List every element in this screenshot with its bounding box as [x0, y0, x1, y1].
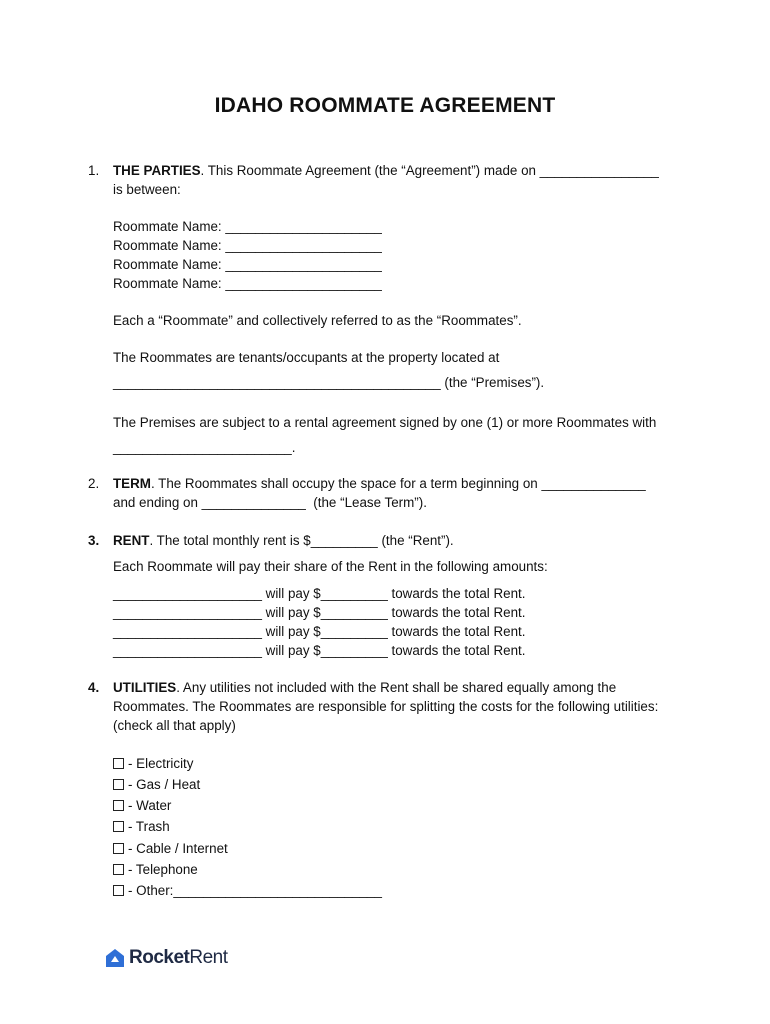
premises-text: The Roommates are tenants/occupants at the property located at [113, 350, 500, 365]
utilities-text: . Any utilities not included with the Rent shall be shared equally among the [176, 680, 617, 695]
utility-label: - Electricity [128, 756, 194, 771]
utility-label: - Trash [128, 819, 170, 834]
roommate-name-line: Roommate Name: _____________________ [113, 276, 382, 291]
checkbox[interactable] [113, 843, 124, 854]
house-icon [104, 947, 126, 969]
utilities-line-2: Roommates. The Roommates are responsible for splitting the costs for the following utilities: [113, 699, 659, 714]
rental-agreement-text: The Premises are subject to a rental agreement signed by one (1) or more Roommates with [113, 415, 657, 430]
utilities-heading: UTILITIES [113, 680, 177, 695]
checkbox[interactable] [113, 800, 124, 811]
rent-line-1 [113, 532, 454, 549]
utility-option-trash[interactable] [113, 818, 170, 835]
checkbox[interactable] [113, 779, 124, 790]
utility-option-telephone[interactable] [113, 861, 198, 878]
utility-label: - Gas / Heat [128, 777, 201, 792]
roommate-name-line: Roommate Name: _____________________ [113, 219, 382, 234]
rent-share-line: ____________________ will pay $_________ towards the total Rent. [113, 586, 526, 601]
term-line-1 [113, 475, 646, 492]
utilities-line-3: (check all that apply) [113, 718, 236, 733]
utility-label: - Water [128, 798, 172, 813]
roommate-name-line: Roommate Name: _____________________ [113, 257, 382, 272]
section-number-term: 2. [88, 476, 100, 491]
utility-option-gas[interactable] [113, 776, 200, 793]
rocketrent-logo [104, 946, 228, 970]
rent-text: . The total monthly rent is $_________ (the “Rent”). [149, 533, 454, 548]
section-number-parties: 1. [88, 163, 100, 178]
utility-label: - Telephone [128, 862, 198, 877]
term-text: . The Roommates shall occupy the space for a term beginning on ______________ [150, 476, 646, 491]
parties-intro-2: is between: [113, 182, 181, 197]
rent-share-line: ____________________ will pay $_________ towards the total Rent. [113, 605, 526, 620]
rent-heading: RENT [113, 533, 150, 548]
parties-intro [113, 162, 659, 179]
rental-agreement-blank: ________________________. [113, 440, 296, 455]
rent-share-line: ____________________ will pay $_________ towards the total Rent. [113, 624, 526, 639]
rent-share-intro: Each Roommate will pay their share of the Rent in the following amounts: [113, 559, 548, 574]
each-roommate-text: Each a “Roommate” and collectively referred to as the “Roommates”. [113, 313, 522, 328]
utilities-line-1 [113, 679, 616, 696]
logo-word-rent: Rent [189, 947, 228, 968]
checkbox[interactable] [113, 821, 124, 832]
utility-option-water[interactable] [113, 797, 171, 814]
checkbox[interactable] [113, 864, 124, 875]
premises-blank: ____________________________________________ (the “Premises”). [113, 375, 545, 390]
term-heading: TERM [113, 476, 151, 491]
checkbox[interactable] [113, 758, 124, 769]
term-line-2: and ending on ______________ (the “Lease Term”). [113, 495, 427, 510]
logo-wordmark [129, 947, 228, 969]
rent-share-line: ____________________ will pay $_________ towards the total Rent. [113, 643, 526, 658]
utility-option-cable[interactable] [113, 840, 228, 857]
parties-intro-text: . This Roommate Agreement (the “Agreement”) made on ________________ [200, 163, 659, 178]
roommate-name-line: Roommate Name: _____________________ [113, 238, 382, 253]
utility-label: - Cable / Internet [128, 841, 228, 856]
utility-option-electricity[interactable] [113, 755, 193, 772]
section-number-utilities: 4. [88, 680, 100, 695]
section-number-rent: 3. [88, 533, 100, 548]
utility-option-other[interactable] [113, 882, 382, 899]
parties-heading: THE PARTIES [113, 163, 201, 178]
utility-label: - Other:____________________________ [128, 883, 382, 898]
logo-word-rocket: Rocket [129, 947, 190, 968]
checkbox[interactable] [113, 885, 124, 896]
document-title: IDAHO ROOMMATE AGREEMENT [214, 94, 556, 117]
